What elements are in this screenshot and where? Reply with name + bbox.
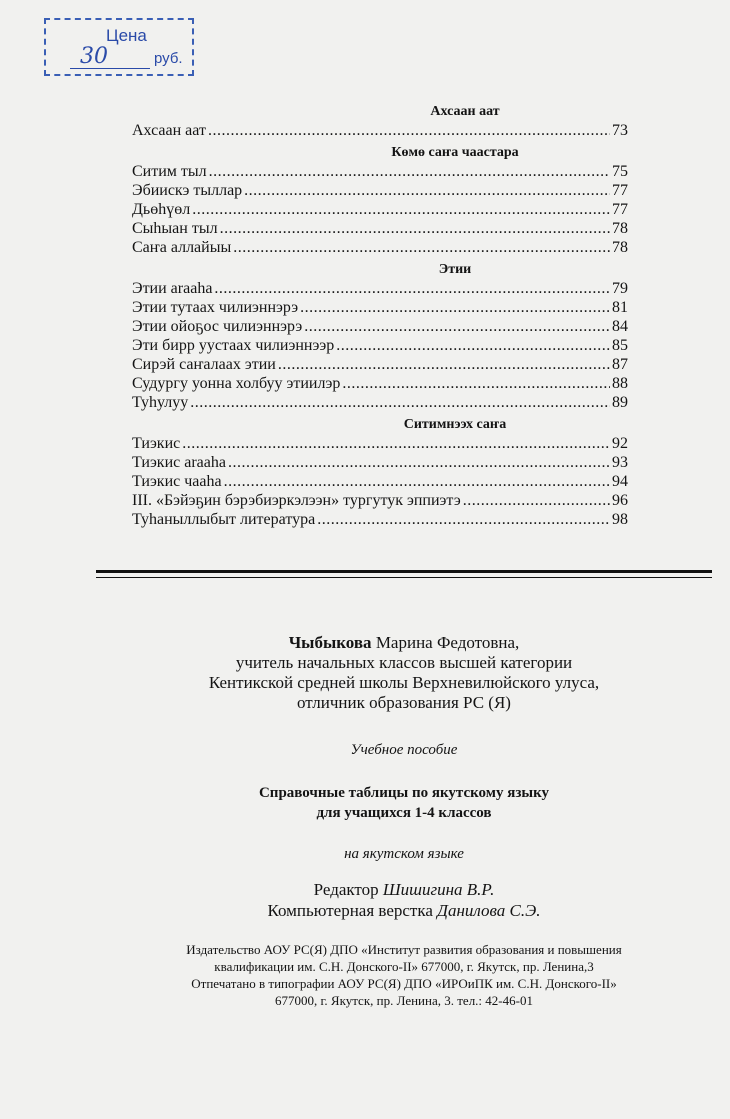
- author-line: [96, 633, 712, 653]
- printer-line-2: 677000, г. Якутск, пр. Ленина, 3. тел.: 42-46-01: [275, 993, 533, 1008]
- book-language: на якутском языке: [344, 846, 464, 862]
- editor-line: [96, 879, 712, 900]
- toc-entry-page: 77: [612, 182, 628, 199]
- toc-entry-title: Тиэкис araaha: [132, 454, 226, 471]
- divider-thin: [96, 577, 712, 578]
- toc-section-heading: Ситимнээх саҥа: [403, 417, 507, 432]
- toc-entry: [132, 280, 628, 298]
- author-surname: Чыбыкова: [288, 633, 372, 652]
- toc-leader-dots: [192, 201, 610, 219]
- toc-entry: [132, 239, 628, 257]
- toc-entry-title: Тиэкис: [132, 435, 181, 452]
- editor-name: Шишигина В.Р.: [382, 880, 495, 899]
- editor-label: Редактор: [313, 880, 383, 899]
- toc-entry-title: Этии araaha: [132, 280, 213, 297]
- toc-entry-page: 85: [612, 337, 628, 354]
- divider-thick: [96, 570, 712, 573]
- toc-entry-page: 78: [612, 220, 628, 237]
- toc-entry-page: 75: [612, 163, 628, 180]
- toc-entry-page: 77: [612, 201, 628, 218]
- toc-leader-dots: [300, 299, 610, 317]
- toc-leader-dots: [304, 318, 610, 336]
- toc-entry-title: Судургу уонна холбуу этиилэр: [132, 375, 341, 392]
- publisher-block: [96, 941, 712, 1009]
- toc-entry: [132, 182, 628, 200]
- toc-entry: [132, 201, 628, 219]
- toc-entry-page: 88: [612, 375, 628, 392]
- toc-entry-page: 78: [612, 239, 628, 256]
- toc-leader-dots: [220, 220, 610, 238]
- toc-leader-dots: [278, 356, 610, 374]
- book-title: [96, 783, 712, 823]
- toc-entry: [132, 337, 628, 355]
- toc-leader-dots: [244, 182, 610, 200]
- author-position-3: отличник образования РС (Я): [297, 693, 511, 712]
- toc-leader-dots: [463, 492, 610, 510]
- toc-entry: [132, 356, 628, 374]
- book-title-line-1: Справочные таблицы по якутскому языку: [258, 785, 550, 801]
- toc-entry-page: 79: [612, 280, 628, 297]
- toc-entry: [132, 454, 628, 472]
- toc-entry-page: 92: [612, 435, 628, 452]
- toc-section-heading: Көмө саҥа чаастара: [391, 145, 519, 160]
- toc-entry: [132, 220, 628, 238]
- toc-entry-page: 94: [612, 473, 628, 490]
- toc-leader-dots: [214, 280, 610, 298]
- toc-leader-dots: [317, 511, 610, 529]
- author-block: [96, 633, 712, 713]
- credits-block: [96, 879, 712, 921]
- toc-entry-title: Туһаныллыбыт литература: [132, 511, 316, 528]
- toc-leader-dots: [233, 239, 610, 257]
- toc-entry: [132, 394, 628, 412]
- toc-leader-dots: [208, 122, 610, 140]
- toc-entry: [132, 163, 628, 181]
- author-position-2: Кентикской средней школы Верхневилюйского улуса,: [208, 673, 600, 692]
- toc-section-heading: Ахсаан аат: [430, 104, 500, 119]
- toc-entry: [132, 492, 628, 510]
- layout-line: [96, 900, 712, 921]
- toc-leader-dots: [182, 435, 610, 453]
- toc-entry-title: III. «Бэйэҕин бэрэбиэркэлээн» тургутук эппиэтэ: [132, 492, 461, 509]
- toc-entry-title: Туһулуу: [132, 394, 189, 411]
- price-stamp: [44, 18, 194, 76]
- layout-label: Компьютерная верстка: [267, 901, 438, 920]
- table-of-contents: [132, 104, 628, 529]
- book-title-line-2: для учащихся 1-4 классов: [316, 805, 492, 821]
- toc-leader-dots: [190, 394, 610, 412]
- layout-name: Данилова С.Э.: [437, 901, 541, 920]
- toc-entry: [132, 299, 628, 317]
- toc-leader-dots: [336, 337, 610, 355]
- author-given-names: Марина Федотовна,: [371, 633, 520, 652]
- toc-entry-page: 73: [612, 122, 628, 139]
- toc-entry-title: Ситим тыл: [132, 163, 207, 180]
- toc-entry-page: 87: [612, 356, 628, 373]
- toc-entry: [132, 511, 628, 529]
- toc-section-heading: Этии: [438, 262, 472, 277]
- toc-entry-page: 89: [612, 394, 628, 411]
- publisher-line-2: квалификации им. С.Н. Донского-II» 677000, г. Якутск, пр. Ленина,3: [214, 959, 594, 974]
- publication-kind: Учебное пособие: [350, 742, 458, 758]
- toc-entry: [132, 473, 628, 491]
- toc-entry-page: 84: [612, 318, 628, 335]
- price-underline: [70, 68, 150, 69]
- price-currency: руб.: [154, 50, 183, 67]
- toc-leader-dots: [342, 375, 610, 393]
- toc-entry-title: Эти бирр уустаах чилиэннээр: [132, 337, 335, 354]
- toc-entry-page: 96: [612, 492, 628, 509]
- toc-entry: [132, 375, 628, 393]
- toc-entry-title: Ахсаан аат: [132, 122, 206, 139]
- printer-line-1: Отпечатано в типографии АОУ РС(Я) ДПО «ИРОиПК им. С.Н. Донского-II»: [191, 976, 617, 991]
- toc-entry-title: Саҥа аллайыы: [132, 239, 232, 256]
- toc-entry-page: 93: [612, 454, 628, 471]
- toc-entry-page: 98: [612, 511, 628, 528]
- toc-entry: [132, 318, 628, 336]
- toc-leader-dots: [209, 163, 610, 181]
- price-value: 30: [80, 44, 108, 69]
- toc-leader-dots: [224, 473, 610, 491]
- toc-entry-title: Тиэкис чааhа: [132, 473, 222, 490]
- toc-entry-title: Этии ойоҕос чилиэннэрэ: [132, 318, 303, 335]
- toc-entry-title: Сирэй саҥалаах этии: [132, 356, 276, 373]
- toc-entry-title: Эбиискэ тыллар: [132, 182, 243, 199]
- price-label: Цена: [106, 26, 147, 45]
- toc-entry-title: Этии тутаах чилиэннэрэ: [132, 299, 299, 316]
- toc-entry-title: Дьөһүөл: [132, 201, 191, 218]
- toc-entry-page: 81: [612, 299, 628, 316]
- toc-entry: [132, 122, 628, 140]
- toc-entry-title: Сыһыан тыл: [132, 220, 218, 237]
- toc-entry: [132, 435, 628, 453]
- toc-leader-dots: [228, 454, 610, 472]
- publisher-line-1: Издательство АОУ РС(Я) ДПО «Институт развития образования и повышения: [186, 942, 622, 957]
- author-position-1: учитель начальных классов высшей категории: [235, 653, 573, 672]
